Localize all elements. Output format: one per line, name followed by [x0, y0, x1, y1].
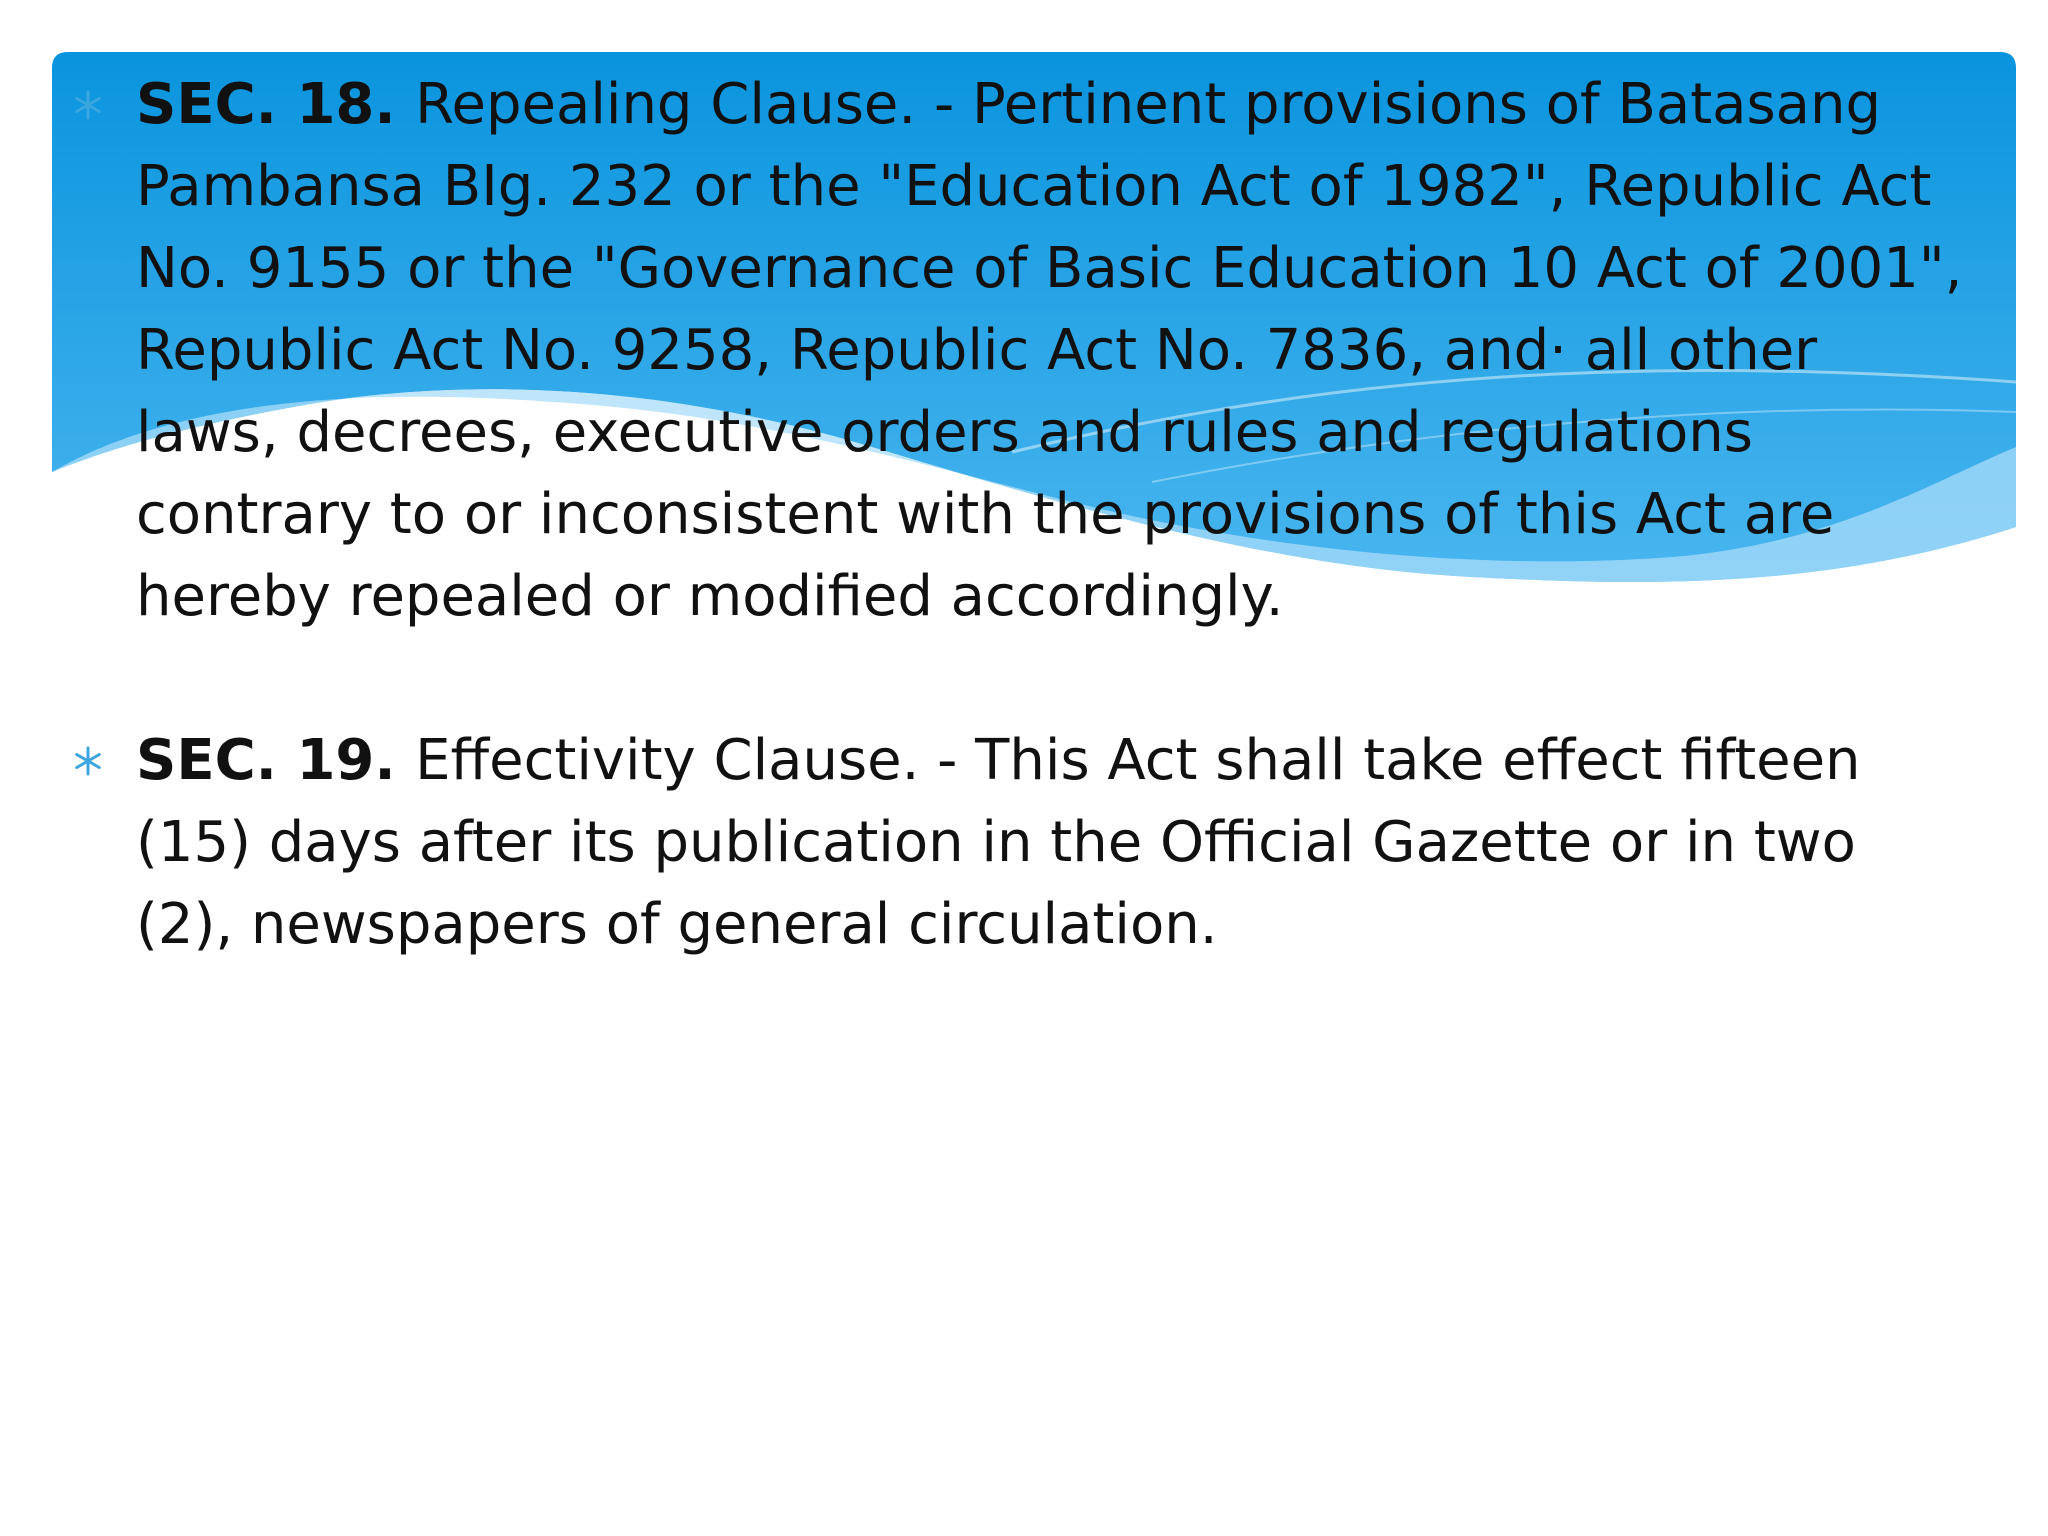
section-18-text: Repealing Clause. - Pertinent provisions of Batasang Pambansa BIg. 232 or the "Education Act of 1982", Republic Act No. 9155 or the "Governance of Basic Education 10 Act of 2001", Republic Act No. 9258, Republic Act No. 7836, and· all other laws, decrees, executive orders and rules and regulations contrary to or inconsistent with the provisions of this Act are hereby repealed or modified accordingly. [136, 72, 1963, 629]
section-18-label: SEC. 18. [136, 72, 416, 137]
asterisk-icon [70, 64, 106, 146]
section-18 [70, 64, 1970, 638]
section-19-label: SEC. 19. [136, 728, 416, 793]
section-19 [70, 720, 1970, 966]
section-19-text: Effectivity Clause. - This Act shall take effect fifteen (15) days after its publication in the Official Gazette or in two (2), newspapers of general circulation. [136, 728, 1861, 957]
slide-content [70, 64, 1970, 966]
asterisk-icon [70, 720, 106, 802]
